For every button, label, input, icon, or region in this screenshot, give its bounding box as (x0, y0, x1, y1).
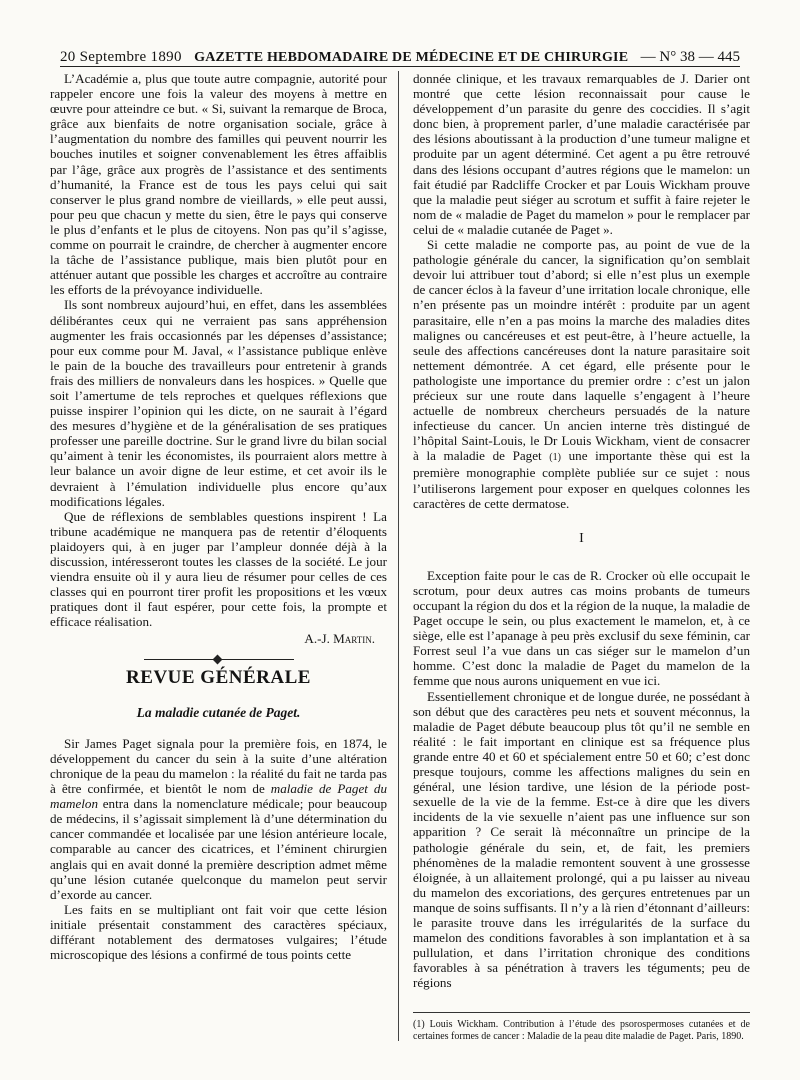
column-rule (398, 71, 399, 1041)
paragraph: L’Académie a, plus que toute autre compagnie, autorité pour rappeler encore une fois la valeur des moyens à mettre en œuvre pour atteindre ce but. « Si, suivant la remarque de Broca, grâce aux bienfaits de notre organisation sociale, grâce à l’augmentation du nombre des familles qui peuvent nourrir les bouches inutiles et soigner convenablement les êtres affaiblis par l’âge, grâce aux progrès de l’assistance et des sentiments d’humanité, la France est de tous les pays celui qui sait conserver le plus grand nombre de vieillards, » elle peut aussi, pour peu que chacun y mette du sien, être le pays qui conserve le plus d’enfants et le plus de citoyens. Non pas qu’il s’agisse, comme on pourrait le craindre, de chercher à augmenter encore la tâche de l’assistance publique, mais bien plutôt pour en atténuer autant que possible les charges et accroître au contraire les efforts de la prévoyance individuelle. (50, 71, 387, 298)
section-numeral: I (579, 530, 584, 546)
paragraph: Les faits en se multipliant ont fait voir que cette lésion initiale présentait constamment des caractères spéciaux, différant notablement des dermatoses vulgaires; l’étude microscopique des lésions a confirmé de tous points cette (50, 901, 387, 963)
paragraph: Sir James Paget signala pour la première fois, en 1874, le développement du cancer du sein à la suite d’une altération chronique de la peau du mamelon : la réalité du fait ne tarda pas à être confirmée, et bientôt le nom de maladie de Paget du mamelon entra dans la nomenclature médicale; pour beaucoup de médecins, il s’agissait simplement là d’une détermination du cancer commandée et localisée par une lésion antérieure locale, comparable au cancer des cicatrices, et l’éminent chirurgien anglais qui en avait donné la première description admet même qu’une lésion cutanée quelconque du mamelon peut servir d’exorde au cancer. (50, 735, 387, 902)
emphasis: maladie de Paget du mamelon (50, 781, 387, 812)
left-column (50, 71, 387, 962)
section-title: REVUE GÉNÉRALE (126, 666, 311, 688)
footnote-reference: (1) (549, 452, 561, 464)
paragraph: Essentiellement chronique et de longue durée, ne possédant à son début que des caractères peu nets et souvent méconnus, la maladie de Paget débute beaucoup plus tôt qu’il ne semble en réalité : le fait important en clinique est sa fréquence plus grande entre 40 et 60 et spécialement entre 50 et 60; c’est donc presque toujours, comme les affections malignes du sein en général, une lésion tardive, une lésion de la période post-sexuelle de la vie de la femme. Est-ce à dire que les divers incidents de la vie sexuelle n’aient pas une influence sur son apparition ? Ce serait là méconnaître un principe de la pathologie générale du sein, et, de fait, les premiers phénomènes de la maladie remontent souvent à une grossesse éloignée, à un allaitement prolongé, qui a pu laisser au niveau du mamelon des excoriations, des gerçures entretenues par un manque de soins suffisants. Il n’y a là rien d’étonnant d’ailleurs: le parasite trouve dans les irrégularités de la surface du mamelon des conditions favorables à son implantation et à sa pullulation, et dans l’irritation chronique des conditions favorables à sa pénétration à travers les téguments; peu de régions (413, 688, 750, 991)
paragraph: donnée clinique, et les travaux remarquables de J. Darier ont montré que cette lésion reconnaissait pour cause le développement d’un parasite du genre des coccidies. Il s’agit donc bien, à proprement parler, d’une maladie caractérisée par des lésions aboutissant à la production d’une tumeur maligne et produite par un agent déterminé. Cet agent a pu être retrouvé dans des lésions occupant d’autres régions que le mamelon: un fait étudié par Radcliffe Crocker et par Louis Wickham prouve que la maladie peut siéger au scrotum et suffit à faire rejeter le nom de « maladie de Paget du mamelon » pour le remplacer par celui de « maladie cutanée de Paget ». (413, 71, 750, 237)
paragraph: Que de réflexions de semblables questions inspirent ! La tribune académique ne manquera pas de retentir d’éloquents plaidoyers qui, à en juger par l’ampleur donnée déjà à la discussion, intéresseront toutes les classes de la société. Le jour viendra ensuite où il y aura lieu de résumer pour celles de ces classes qui en pourront tirer profit les propositions et les vœux pratiques dont il faut espérer, pour cette fois, la prompte et efficace réalisation. (50, 508, 387, 630)
issue-date: 20 Septembre 1890 (60, 49, 182, 65)
journal-title: GAZETTE HEBDOMADAIRE DE MÉDECINE ET DE CHIRURGIE (194, 50, 629, 65)
right-column (413, 71, 750, 1011)
page-number: — N° 38 — 445 (640, 49, 740, 65)
section-divider (50, 659, 387, 660)
author-signature: A.-J. Martin. (304, 631, 375, 647)
paragraph: Ils sont nombreux aujourd’hui, en effet, dans les assemblées délibérantes ceux qui ne verraient pas sans appréhension augmenter les frais occasionnés par les dépenses d’assistance; pour eux comme pour M. Javal, « l’assistance publique enlève le pain de la bouche des travailleurs pour entretenir à grands frais des milliers de nonvaleurs dans les hospices. » Quelle que soit l’amertume de tels reproches et quelques réflexions que puisse inspirer l’opinion qui les dicte, on ne saurait à l’égard des mesures d’hygiène et de la généralisation de ses pratiques professer une pareille doctrine. Sur le grand livre du bilan social qu’aiment à tenir les économistes, ils pourraient alors mettre à leur balance un avoir digne de leur estime, et cet avoir ils le devraient à l’émulation individuelle plus encore qu’aux modifications légales. (50, 297, 387, 509)
article-title: La maladie cutanée de Paget. (136, 704, 301, 720)
paragraph: Si cette maladie ne comporte pas, au point de vue de la pathologie générale du cancer, la signification qu’on semblait devoir lui attribuer tout d’abord; si elle n’est plus un exemple de cancer éclos à la faveur d’une irritation locale chronique, elle n’en présente pas un moindre intérêt : produite par un agent parasitaire, elle n’en a pas moins la marche des maladies dites malignes ou cancéreuses et est peut-être, à l’heure actuelle, la seule des affections cancéreuses dont la nature parasitaire soit nettement démontrée. A cet égard, elle présente pour le pathologiste une importance du premier ordre : c’est un jalon précieux sur une route dans laquelle s’engagent à l’heure actuelle de nombreux chercheurs persuadés de la nature infectieuse du cancer. Un ancien interne très distingué de l’hôpital Saint-Louis, le Dr Louis Wickham, vient de consacrer à la maladie de Paget (1) une importante thèse qui est la première monographie complète publiée sur ce sujet : nous l’utiliserons largement pour exposer en quelques colonnes les caractères de cette dermatose. (413, 237, 750, 511)
running-header (60, 40, 740, 67)
paragraph: Exception faite pour le cas de R. Crocker où elle occupait le scrotum, pour deux autres cas moins probants de tumeurs occupant la région du dos et la région de la nuque, la maladie de Paget occupe le sein, ou plus exactement le mamelon, et, à ce siège, elle est l’apanage à peu près exclusif du sexe féminin, car Forrest seul l’a vue dans un cas siéger sur le mamelon d’un homme. C’est donc la maladie de Paget du mamelon de la femme que nous aurons uniquement en vue ici. (413, 567, 750, 689)
footnote: (1) Louis Wickham. Contribution à l’étude des psorospermoses cutanées et de certaines formes de cancer : Maladie de la peau dite maladie de Paget. Paris, 1890. (413, 1012, 750, 1042)
